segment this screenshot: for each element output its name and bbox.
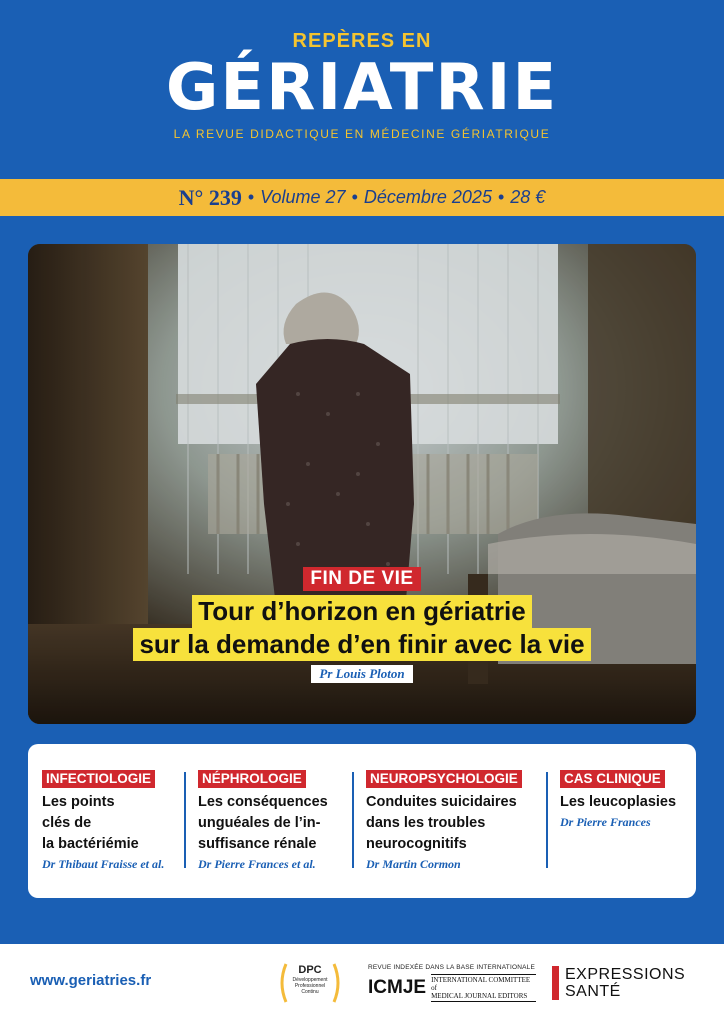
publisher-bar-icon [552,966,559,1000]
toc-rubric: NÉPHROLOGIE [198,770,306,788]
icmje-mark: ICMJE [368,977,427,998]
publisher-name-line: EXPRESSIONS [565,966,686,983]
icmje-note: REVUE INDEXÉE DANS LA BASE INTERNATIONALE [368,964,536,971]
feature-author: Pr Louis Ploton [311,665,412,683]
journal-title: GÉRIATRIE [165,51,559,125]
toc-title-line: Les conséquences [198,794,328,810]
publisher-name [565,966,685,1000]
dpc-label: DPC [298,964,322,976]
toc-item [28,770,184,898]
issue-price: 28 € [510,187,546,207]
toc-author: Dr Pierre Frances [560,815,651,829]
icmje-full-line: MEDICAL JOURNAL EDITORS [431,992,528,1000]
toc-item [352,770,546,898]
publisher-logo [552,966,685,1000]
toc-title-line: clés de [42,815,92,831]
toc-item [546,770,692,898]
toc-title-line: unguéales de l’in- [198,815,321,831]
toc-author: Dr Thibaut Fraisse et al. [42,857,165,871]
toc-title [198,792,344,855]
website-link[interactable]: www.geriatries.fr [30,972,152,989]
issue-volume: Volume 27 [260,187,346,207]
masthead [0,30,724,141]
feature-headline-line: Tour d’horizon en gériatrie [192,595,531,628]
dpc-sub-line: Continu [301,989,319,995]
icmje-row [368,974,536,1002]
toc-author: Dr Pierre Frances et al. [198,857,316,871]
journal-tagline: LA REVUE DIDACTIQUE EN MÉDECINE GÉRIATRIQUE [173,127,551,141]
issue-separator: • [351,187,358,207]
feature-rubric: FIN DE VIE [303,567,420,591]
dpc-badge [278,960,342,1006]
issue-number: N° 239 [178,184,242,210]
cover-footer [0,944,724,1024]
masthead-kicker: REPÈRES EN [292,30,432,52]
dpc-sub [278,977,342,995]
feature-headline-line: sur la demande d’en finir avec la vie [133,628,590,661]
toc-title-line: Les leucoplasies [560,794,677,810]
toc-title-line: Les points [42,794,115,810]
toc-title-line: dans les troubles [366,815,486,831]
toc-title-line: Conduites suicidaires [366,794,517,810]
toc-title-line: neurocognitifs [366,836,467,852]
cover-feature [0,567,724,683]
issue-band [0,179,724,216]
dpc-sub-line: Professionnel [294,983,326,989]
toc-item [184,770,352,898]
toc-title-line: la bactériémie [42,836,139,852]
icmje-full-line: INTERNATIONAL COMMITTEE of [431,976,531,992]
toc-rubric: NEUROPSYCHOLOGIE [366,770,522,788]
dpc-sub-line: Développement [292,977,328,983]
issue-separator: • [497,187,505,207]
toc-title [366,792,538,855]
toc-title [42,792,176,855]
publisher-name-line: SANTÉ [565,983,621,1000]
icmje-full [431,974,536,1002]
table-of-contents [28,744,696,898]
issue-separator: • [247,187,255,207]
toc-author: Dr Martin Cormon [366,857,461,871]
icmje-logo [368,964,536,1002]
toc-title-line: suffisance rénale [198,836,317,852]
toc-title [560,792,684,813]
issue-date: Décembre 2025 [363,187,492,207]
toc-rubric: INFECTIOLOGIE [42,770,155,788]
toc-rubric: CAS CLINIQUE [560,770,665,788]
